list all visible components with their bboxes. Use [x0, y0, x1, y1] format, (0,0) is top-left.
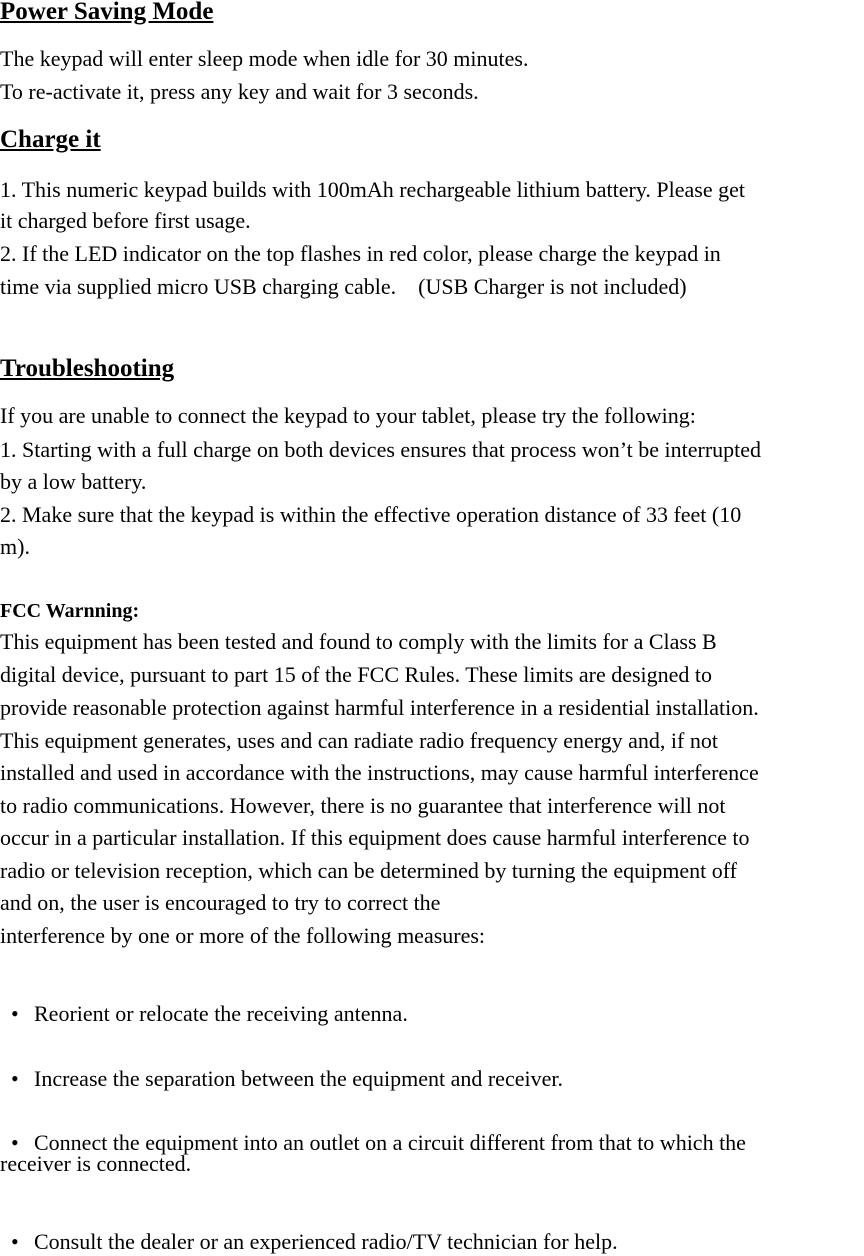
troubleshooting-line-4: 2. Make sure that the keypad is within the effective operation distance of 33 feet (10 [0, 502, 742, 527]
fcc-bullet-item [0, 1200, 618, 1256]
troubleshooting-line-5: m). [0, 534, 30, 559]
fcc-line-4: This equipment generates, uses and can radiate radio frequency energy and, if not [0, 728, 718, 753]
power-saving-heading: Power Saving Mode [0, 0, 214, 25]
fcc-bullet-text: Consult the dealer or an experienced radio/TV technician for help. [34, 1229, 618, 1254]
fcc-bullet-item [0, 1101, 746, 1157]
fcc-line-5: installed and used in accordance with the instructions, may cause harmful interference [0, 760, 759, 785]
fcc-bullet-text: Reorient or relocate the receiving antenna. [34, 1001, 408, 1026]
charge-heading: Charge it [0, 126, 101, 153]
power-saving-line-2: To re-activate it, press any key and wait for 3 seconds. [0, 79, 479, 104]
fcc-heading: FCC Warnning: [0, 600, 140, 622]
bullet-icon: • [11, 1229, 19, 1254]
fcc-bullet-continuation: receiver is connected. [0, 1151, 192, 1176]
fcc-line-2: digital device, pursuant to part 15 of the FCC Rules. These limits are designed to [0, 662, 713, 687]
fcc-bullet-text: Connect the equipment into an outlet on a circuit different from that to which the [34, 1130, 746, 1155]
charge-line-1: 1. This numeric keypad builds with 100mAh rechargeable lithium battery. Please get [0, 177, 745, 202]
fcc-line-1: This equipment has been tested and found to comply with the limits for a Class B [0, 629, 717, 654]
fcc-bullet-item [0, 1037, 563, 1093]
troubleshooting-line-3: by a low battery. [0, 469, 147, 494]
fcc-line-10: interference by one or more of the following measures: [0, 923, 486, 948]
fcc-bullet-text: Increase the separation between the equipment and receiver. [34, 1066, 563, 1091]
fcc-line-6: to radio communications. However, there is no guarantee that interference will not [0, 793, 726, 818]
troubleshooting-line-1: If you are unable to connect the keypad to your tablet, please try the following: [0, 403, 696, 428]
bullet-icon: • [11, 1001, 19, 1026]
fcc-line-7: occur in a particular installation. If this equipment does cause harmful interference to [0, 825, 750, 850]
charge-line-2: it charged before first usage. [0, 208, 251, 233]
fcc-line-8: radio or television reception, which can be determined by turning the equipment off [0, 858, 737, 883]
fcc-line-3: provide reasonable protection against harmful interference in a residential installation. [0, 695, 759, 720]
troubleshooting-heading: Troubleshooting [0, 355, 175, 382]
power-saving-line-1: The keypad will enter sleep mode when idle for 30 minutes. [0, 46, 529, 71]
charge-line-3: 2. If the LED indicator on the top flashes in red color, please charge the keypad in [0, 241, 721, 266]
fcc-line-9: and on, the user is encouraged to try to correct the [0, 890, 441, 915]
troubleshooting-line-2: 1. Starting with a full charge on both devices ensures that process won’t be interrupted [0, 437, 762, 462]
fcc-bullet-item [0, 972, 408, 1028]
bullet-icon: • [11, 1130, 19, 1155]
charge-line-4: time via supplied micro USB charging cable. (USB Charger is not included) [0, 274, 687, 299]
bullet-icon: • [11, 1066, 19, 1091]
